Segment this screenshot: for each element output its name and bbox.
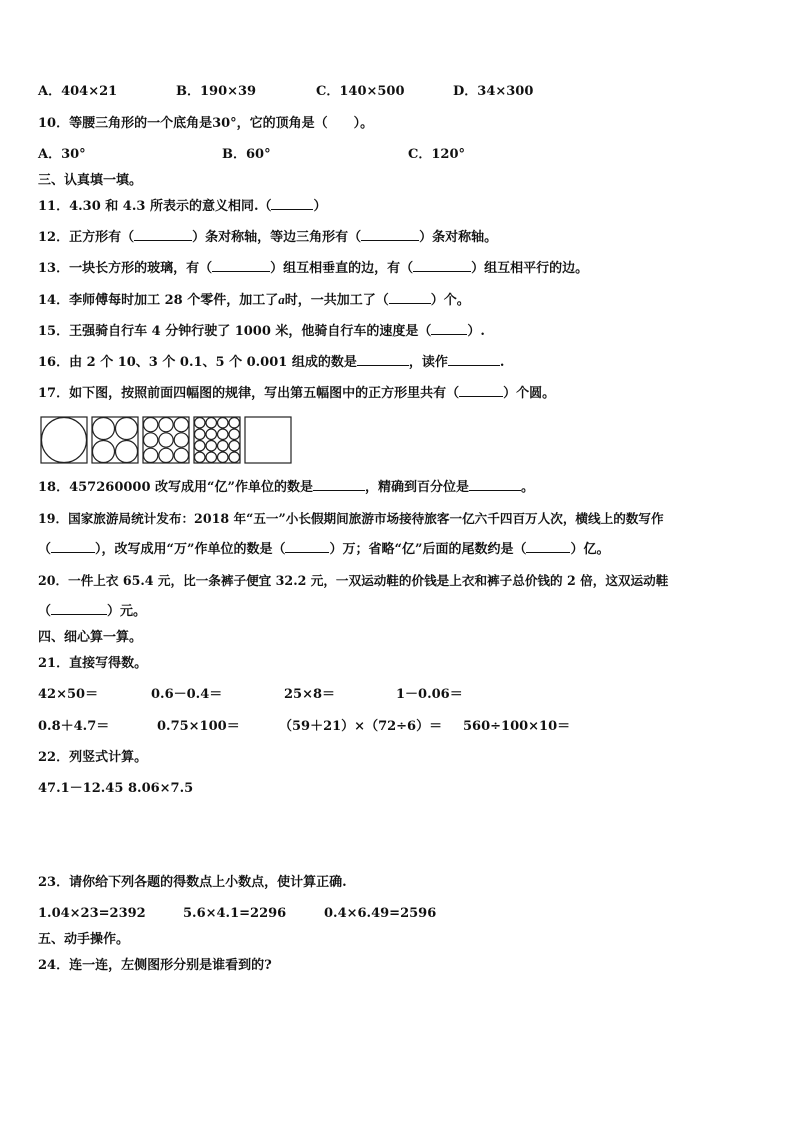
pattern-circle [174,418,188,432]
q9-option-d: D．34×300 [453,84,534,99]
answer-blank[interactable] [51,552,95,553]
pattern-circle [144,448,158,462]
q13: 13．一块长方形的玻璃，有（ ）组互相垂直的边，有（ ）组互相平行的边。 [38,261,589,276]
answer-blank[interactable] [313,490,365,491]
q23-item: 1.04×23=2392 [38,906,146,921]
q10-option-c: C．120° [408,147,465,162]
pattern-circle [174,448,188,462]
pattern-circle [174,433,188,447]
q19-line-1: 19．国家旅游局统计发布：2018 年“五一”小长假期间旅游市场接待旅客一亿六千四百万人次，横线上的数写作 [38,511,664,526]
pattern-square-2 [92,417,138,463]
pattern-circle [93,418,115,440]
section-5-heading: 五、动手操作。 [38,932,130,947]
q14: 14．李师傅每时加工 28 个零件，加工了a时，一共加工了（ ）个。 [38,292,470,308]
pattern-circle [206,429,217,440]
pattern-circle [229,418,240,429]
pattern-circle [144,418,158,432]
answer-blank[interactable] [271,209,313,210]
q10-option-b: B．60° [222,147,271,162]
answer-blank[interactable] [459,396,503,397]
answer-blank[interactable] [431,334,467,335]
pattern-square-3 [143,417,189,463]
q20-line-1: 20．一件上衣 65.4 元，比一条裤子便宜 32.2 元，一双运动鞋的价钱是上衣和裤子总价钱的 2 倍，这双运动鞋 [38,573,669,588]
q11: 11．4.30 和 4.3 所表示的意义相同.（ ） [38,199,327,214]
answer-blank[interactable] [448,365,500,366]
q22-item: 8.06×7.5 [128,781,194,796]
q9-option-a: A．404×21 [38,84,118,99]
q15: 15．王强骑自行车 4 分钟行驶了 1000 米，他骑自行车的速度是（ ）. [38,324,485,339]
q23-item: 0.4×6.49=2596 [324,906,437,921]
q10-stem: 10．等腰三角形的一个底角是30°，它的顶角是（ ）。 [38,116,374,131]
q21-item: 0.75×100＝ [157,719,240,734]
answer-blank[interactable] [526,552,570,553]
pattern-circle [116,418,138,440]
pattern-circle [159,433,173,447]
q23-item: 5.6×4.1=2296 [183,906,287,921]
circle-pattern-figure [40,416,296,466]
answer-blank[interactable] [389,303,431,304]
pattern-circle [93,441,115,463]
pattern-circle [206,441,217,452]
pattern-circle [116,441,138,463]
answer-blank[interactable] [134,240,192,241]
answer-blank[interactable] [469,490,521,491]
pattern-circle [218,418,229,429]
q21-item: 560÷100×10＝ [463,719,571,734]
section-3-heading: 三、认真填一填。 [38,173,143,188]
pattern-circle [195,441,206,452]
pattern-circle [159,448,173,462]
pattern-circle [229,429,240,440]
pattern-square-5 [245,417,291,463]
answer-blank[interactable] [361,240,419,241]
q20-line-2: （ ）元。 [38,604,147,619]
answer-blank[interactable] [357,365,409,366]
pattern-circle [195,429,206,440]
pattern-circle [218,441,229,452]
answer-blank[interactable] [285,552,329,553]
q22-item: 47.1－12.45 [38,781,124,796]
q19-line-2: （ ），改写成用“万”作单位的数是（ ）万；省略“亿”后面的尾数约是（ ）亿。 [38,542,610,557]
pattern-circle [195,452,206,463]
pattern-circle [206,418,217,429]
pattern-circle [144,433,158,447]
q21-item: 42×50＝ [38,687,99,702]
q21-item: 1－0.06＝ [396,687,463,702]
q21-title: 21．直接写得数。 [38,656,148,671]
pattern-circle [42,418,87,463]
q16: 16．由 2 个 10、3 个 0.1、5 个 0.001 组成的数是 ，读作 . [38,355,505,370]
section-4-heading: 四、细心算一算。 [38,630,143,645]
q23-title: 23．请你给下列各题的得数点上小数点，使计算正确. [38,875,347,890]
q21-item: 0.8＋4.7＝ [38,719,110,734]
q21-item: （59＋21）×（72÷6）＝ [279,719,443,734]
q9-option-b: B．190×39 [176,84,257,99]
pattern-circle [218,452,229,463]
q9-option-c: C．140×500 [316,84,405,99]
pattern-circle [206,452,217,463]
q12: 12．正方形有（ ）条对称轴，等边三角形有（ ）条对称轴。 [38,230,498,245]
q18: 18．457260000 改写成用“亿”作单位的数是 ，精确到百分位是 。 [38,480,535,495]
pattern-circle [159,418,173,432]
pattern-circle [229,441,240,452]
q24: 24．连一连，左侧图形分别是谁看到的? [38,958,272,973]
pattern-circle [218,429,229,440]
q22-title: 22．列竖式计算。 [38,750,148,765]
q21-item: 0.6－0.4＝ [151,687,223,702]
answer-blank[interactable] [413,271,471,272]
q21-item: 25×8＝ [284,687,336,702]
pattern-circle [195,418,206,429]
q10-option-a: A．30° [38,147,86,162]
pattern-square-4 [194,417,240,463]
pattern-circle [229,452,240,463]
answer-blank[interactable] [51,614,107,615]
q17: 17．如下图，按照前面四幅图的规律，写出第五幅图中的正方形里共有（ ）个圆。 [38,386,556,401]
answer-blank[interactable] [212,271,270,272]
